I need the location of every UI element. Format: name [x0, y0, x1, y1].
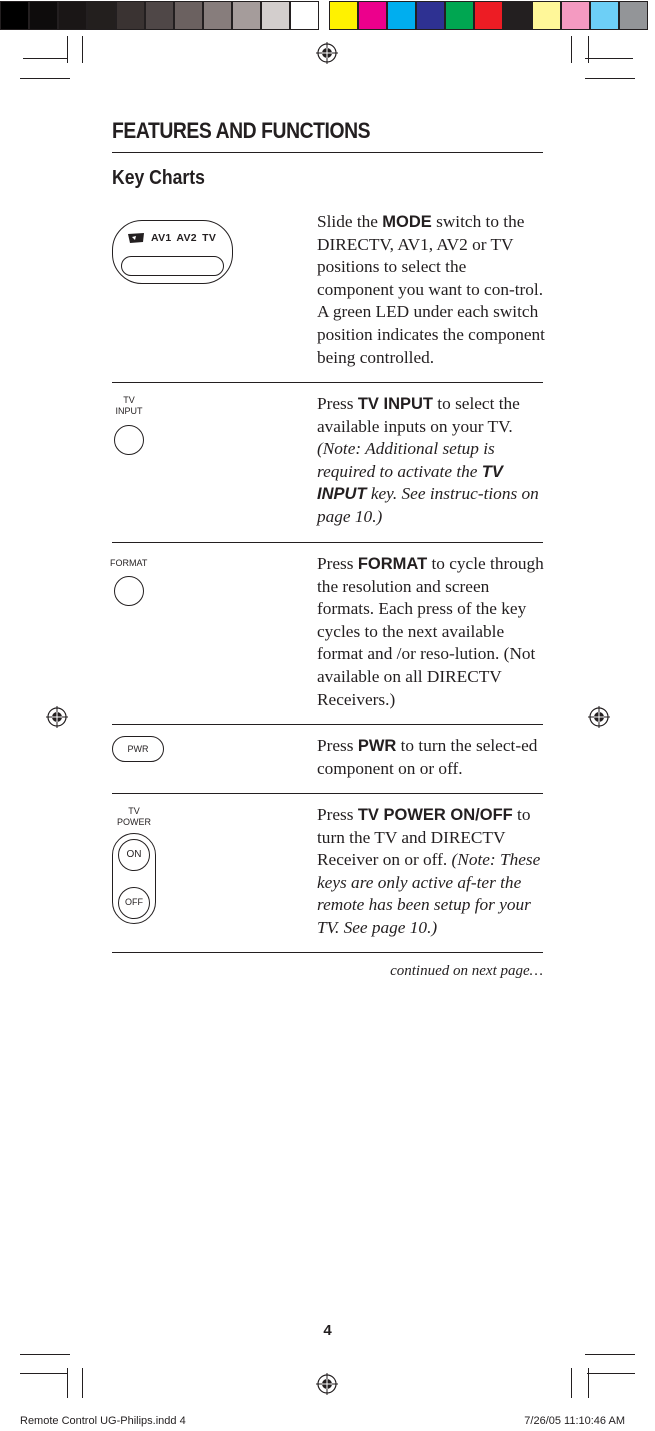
tv-input-button[interactable] — [114, 425, 144, 455]
mode-switch-slot[interactable] — [121, 256, 224, 276]
crop-mark — [571, 1368, 572, 1398]
pwr-description: Press PWR to turn the select-ed component on or off. — [317, 736, 538, 778]
mode-switch-labels: AV1 AV2 TV — [151, 232, 217, 244]
color-swatch — [358, 1, 387, 30]
color-swatch — [29, 1, 58, 30]
crop-mark — [82, 36, 83, 63]
page-number: 4 — [323, 1322, 332, 1339]
color-swatch — [232, 1, 261, 30]
color-swatch — [416, 1, 445, 30]
crop-mark — [23, 58, 68, 59]
slug-filename: Remote Control UG-Philips.indd 4 — [20, 1415, 186, 1427]
divider — [112, 724, 543, 725]
continued-note: continued on next page… — [390, 963, 543, 979]
crop-mark — [588, 36, 589, 63]
color-swatch — [387, 1, 416, 30]
color-calibration-bar — [0, 0, 655, 32]
tv-input-label: TV INPUT — [115, 395, 143, 416]
crop-mark — [67, 36, 68, 63]
page-title: FEATURES AND FUNCTIONS — [112, 118, 371, 143]
crop-mark — [20, 78, 70, 79]
tv-power-description: Press TV POWER ON/OFF to turn the TV and DIRECTV Receiver on or off. (Note: These keys are only active af-ter the remote has been setup for your TV. See page 10.) — [317, 805, 541, 937]
tv-power-off-button[interactable]: OFF — [118, 887, 150, 919]
pwr-button[interactable]: PWR — [112, 736, 164, 762]
divider — [112, 542, 543, 543]
divider — [112, 152, 543, 153]
color-swatch — [174, 1, 203, 30]
tv-power-on-button[interactable]: ON — [118, 839, 150, 871]
color-swatch — [116, 1, 145, 30]
crop-mark — [20, 1354, 70, 1355]
color-swatch — [290, 1, 319, 30]
color-swatch — [503, 1, 532, 30]
mode-switch[interactable] — [112, 220, 233, 284]
color-swatch — [319, 1, 329, 30]
crop-mark — [20, 1373, 68, 1374]
crop-mark — [67, 1368, 68, 1398]
divider — [112, 382, 543, 383]
registration-mark-icon — [316, 1373, 338, 1395]
color-swatch — [474, 1, 503, 30]
color-swatch — [590, 1, 619, 30]
color-swatch — [0, 1, 29, 30]
color-swatch — [329, 1, 358, 30]
crop-mark — [585, 1354, 635, 1355]
tv-power-label: TV POWER — [116, 806, 151, 827]
color-swatch — [619, 1, 648, 30]
format-button[interactable] — [114, 576, 144, 606]
mode-description: Slide the MODE switch to the DIRECTV, AV1, AV2 or TV positions to select the component you want to con-trol. A green LED under each switch position indicates the component being controlled. — [317, 212, 545, 367]
color-swatch — [145, 1, 174, 30]
format-description: Press FORMAT to cycle through the resolution and screen formats. Each press of the key cycles to the next available format and /or reso-lution. (Not available on all DIRECTV Receivers.) — [317, 554, 544, 709]
divider — [112, 793, 543, 794]
section-heading: Key Charts — [112, 167, 205, 189]
crop-mark — [571, 36, 572, 63]
crop-mark — [585, 58, 633, 59]
crop-mark — [585, 78, 635, 79]
registration-mark-icon — [588, 706, 610, 728]
color-swatch — [561, 1, 590, 30]
slug-timestamp: 7/26/05 11:10:46 AM — [524, 1415, 625, 1427]
tv-input-description: Press TV INPUT to select the available inputs on your TV. (Note: Additional setup is required to activate the TV INPUT key. See instruc-tions on page 10.) — [317, 394, 539, 526]
crop-mark — [587, 1373, 635, 1374]
divider — [112, 952, 543, 953]
color-swatch — [532, 1, 561, 30]
color-swatch — [261, 1, 290, 30]
directv-logo-icon — [127, 232, 147, 244]
color-swatch — [87, 1, 116, 30]
format-label: FORMAT — [110, 558, 148, 568]
color-swatch — [58, 1, 87, 30]
color-swatch — [445, 1, 474, 30]
crop-mark — [588, 1368, 589, 1398]
registration-mark-icon — [46, 706, 68, 728]
color-swatch — [203, 1, 232, 30]
registration-mark-icon — [316, 42, 338, 64]
crop-mark — [82, 1368, 83, 1398]
